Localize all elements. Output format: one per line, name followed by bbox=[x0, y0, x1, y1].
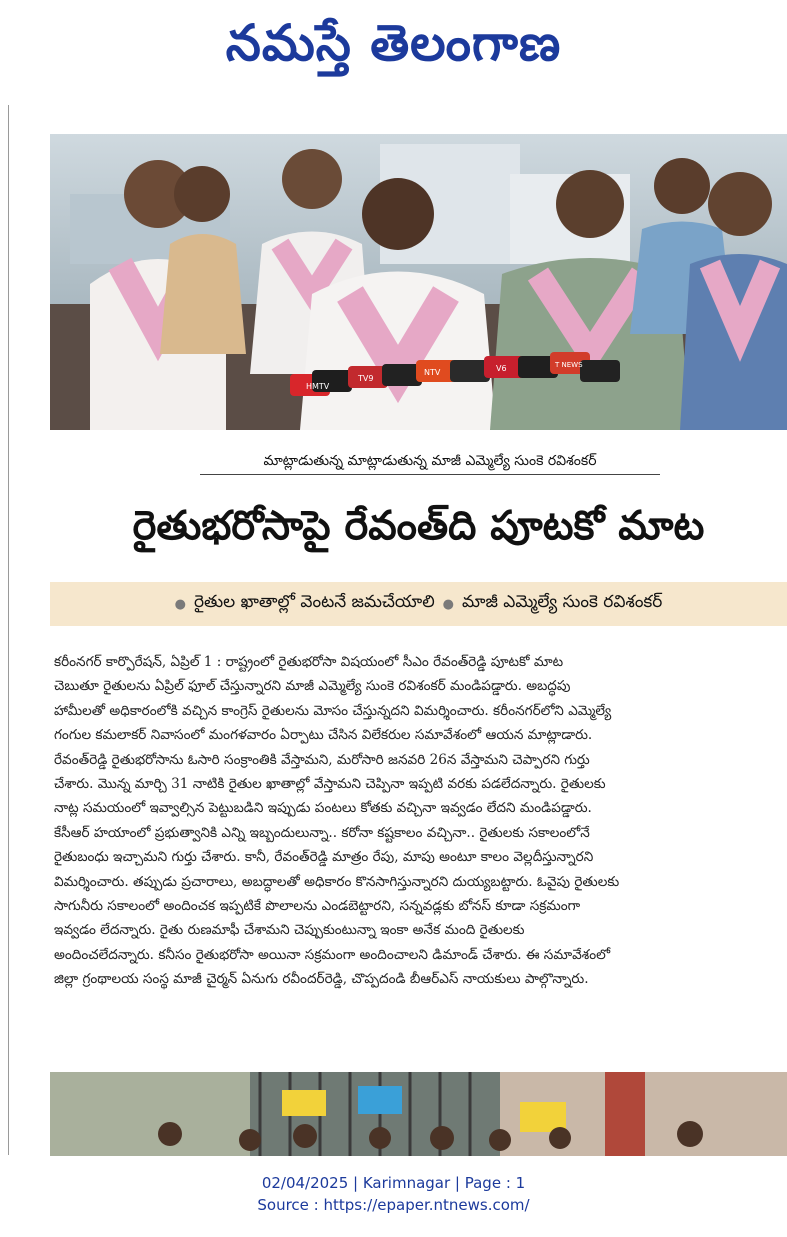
article-line: సాగునీరు సకాలంలో అందించక ఇప్పటికే పొలాలను ఎండబెట్టారని, సన్నవడ్లకు బోనస్ కూడా సక్రమంగా bbox=[54, 898, 581, 915]
mic-label: V6 bbox=[496, 364, 507, 373]
article-line: కరీంనగర్ కార్పొరేషన్, ఏప్రిల్ 1 : రాష్ట్రంలో రైతుభరోసా విషయంలో సీఎం రేవంత్‌రెడ్డి పూటకో మాట bbox=[54, 654, 564, 670]
article-line: జిల్లా గ్రంథాలయ సంస్థ మాజీ చైర్మన్ ఏనుగు రవీందర్‌రెడ్డి, చొప్పదండి బీఆర్ఎస్ నాయకులు పాల్గొన్నారు. bbox=[54, 971, 589, 988]
mic-label: T NEWS bbox=[555, 361, 583, 369]
column-divider bbox=[8, 105, 9, 1155]
newspaper-logo: నమస్తే తెలంగాణ bbox=[225, 14, 562, 72]
masthead bbox=[0, 0, 787, 90]
article-line: విమర్శించారు. తప్పుడు ప్రచారాలు, అబద్ధాలతో అధికారం కొనసాగిస్తున్నారని దుయ్యబట్టారు. ఓవైపు రైతులకు bbox=[54, 873, 620, 890]
mic-label: TV9 bbox=[358, 374, 374, 383]
article-line: ఇవ్వడం లేదన్నారు. రైతు రుణమాఫీ చేశామని చెప్పుకుంటున్నా ఇంకా అనేక మంది రైతులకు bbox=[54, 922, 525, 939]
article-headline: రైతుభరోసాపై రేవంత్‌ది పూటకో మాట bbox=[132, 503, 705, 549]
article-line: రైతుబంధు ఇచ్చామని గుర్తు చేశారు. కానీ, రేవంత్‌రెడ్డి మాత్రం రేపు, మాపు అంటూ కాలం వెల్లదీస్తున్నారని bbox=[54, 849, 594, 866]
article-body bbox=[54, 650, 787, 1042]
edition-info: 02/04/2025 | Karimnagar | Page : 1 bbox=[261, 1174, 526, 1192]
subheadline-1: రైతుల ఖాతాల్లో వెంటనే జమచేయాలి bbox=[193, 592, 435, 612]
article-line: హామీలతో అధికారంలోకి వచ్చిన కాంగ్రెస్ రైతులను మోసం చేస్తున్నదని విమర్శించారు. కరీంనగర్‌లోని ఎమ్మెల్యే bbox=[54, 702, 612, 719]
page-footer bbox=[0, 1172, 787, 1216]
press-meet-photo bbox=[50, 134, 787, 430]
article-line: అందించలేదన్నారు. కనీసం రైతుభరోసా అయినా సక్రమంగా అందించాలని డిమాండ్ చేశారు. ఈ సమావేశంలో bbox=[54, 946, 611, 963]
mic-label: NTV bbox=[424, 368, 441, 377]
article-line: చేశారు. మొన్న మార్చి 31 నాటికి రైతుల ఖాతాల్లో వేస్తామని చెప్పినా ఇప్పటి వరకు పడలేదన్నారు. రైతులకు bbox=[54, 776, 606, 793]
subheadline-2: మాజీ ఎమ్మెల్యే సుంకె రవిశంకర్ bbox=[462, 592, 663, 612]
article-line: నాట్ల సమయంలో ఇవ్వాల్సిన పెట్టుబడిని ఇప్పుడు పంటలు కోతకు వచ్చినా ఇవ్వడం లేదని మండిపడ్డారు. bbox=[54, 800, 592, 817]
bullet-icon: ● bbox=[174, 596, 186, 612]
article-line: కేసీఆర్ హయాంలో ప్రభుత్వానికి ఎన్ని ఇబ్బందులున్నా.. కరోనా కష్టకాలం వచ్చినా.. రైతులకు సకాలంలోనే bbox=[54, 824, 590, 841]
photo-caption: మాట్లాడుతున్న మాట్లాడుతున్న మాజీ ఎమ్మెల్యే సుంకె రవిశంకర్ bbox=[200, 448, 660, 475]
source-link[interactable]: Source : https://epaper.ntnews.com/ bbox=[257, 1196, 530, 1214]
bullet-icon: ● bbox=[442, 596, 454, 612]
protest-photo bbox=[50, 1072, 787, 1156]
subheadline-bar bbox=[50, 582, 787, 626]
article-line: చెబుతూ రైతులను ఏప్రిల్ ఫూల్ చేస్తున్నారని మాజీ ఎమ్మెల్యే సుంకె రవిశంకర్ మండిపడ్డారు. అబద్ధపు bbox=[54, 678, 571, 695]
article-line: గంగుల కమలాకర్ నివాసంలో మంగళవారం ఏర్పాటు చేసిన విలేకరుల సమావేశంలో ఆయన మాట్లాడారు. bbox=[54, 727, 593, 744]
article-line: రేవంత్‌రెడ్డి రైతుభరోసాను ఓసారి సంక్రాంతికి వేస్తామని, మరోసారి జనవరి 26న వేస్తామని చెప్పారని గుర్తు bbox=[54, 751, 590, 768]
mic-label: HMTV bbox=[306, 382, 330, 391]
